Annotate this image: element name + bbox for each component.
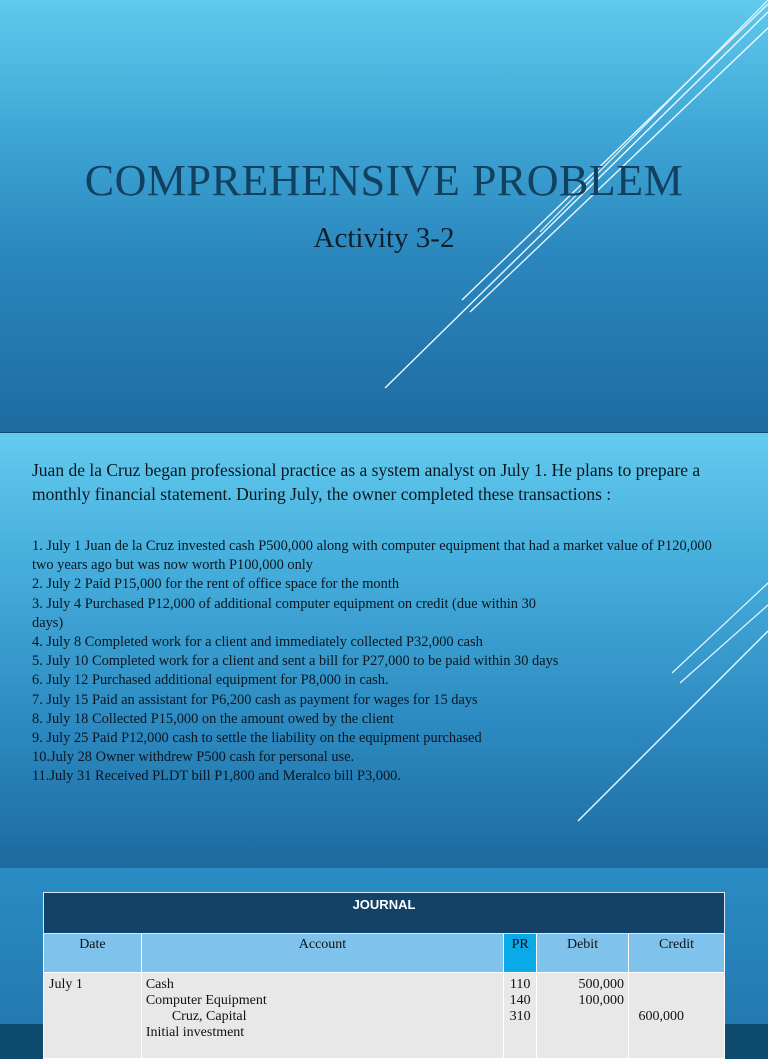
pr-value: 140 (509, 993, 531, 1008)
date-column-header: Date (44, 934, 142, 973)
pr-value: 310 (509, 1009, 531, 1024)
problem-slide (0, 433, 768, 868)
account-cell (141, 973, 503, 1059)
credit-value (630, 993, 684, 1009)
list-item: 3. July 4 Purchased P12,000 of additional computer equipment on credit (due within 30 days) (32, 595, 536, 631)
debit-column-header: Debit (537, 934, 629, 973)
credit-value: 600,000 (638, 1009, 684, 1024)
journal-slide (0, 868, 768, 1040)
decorative-lines (0, 0, 768, 432)
transaction-list (32, 537, 722, 787)
date-value: July 1 (49, 977, 83, 992)
list-item: 1. July 1 Juan de la Cruz invested cash P500,000 along with computer equipment that had a market value of P120,000 two years ago but was now worth P100,000 only (32, 538, 716, 574)
title-slide (0, 0, 768, 432)
date-cell (44, 973, 142, 1059)
credit-value (630, 977, 684, 993)
list-item: 10.July 28 Owner withdrew P500 cash for personal use. (32, 749, 355, 766)
journal-table (43, 892, 725, 1059)
problem-intro: Juan de la Cruz began professional practice as a system analyst on July 1. He plans to prepare a monthly financial statement. During July, the owner completed these transactions : (32, 460, 701, 504)
credit-cell (628, 973, 724, 1059)
account-debit-equipment: Computer Equipment (145, 993, 267, 1008)
journal-title: JOURNAL (44, 893, 725, 934)
list-item: 9. July 25 Paid P12,000 cash to settle the liability on the equipment purchased (32, 730, 482, 747)
list-item: 8. July 18 Collected P15,000 on the amount owed by the client (32, 710, 394, 727)
list-item: 7. July 15 Paid an assistant for P6,200 cash as payment for wages for 15 days (32, 691, 478, 708)
list-item: 6. July 12 Purchased additional equipment for P8,000 in cash. (32, 672, 389, 689)
pr-value: 110 (509, 977, 531, 992)
credit-column-header: Credit (628, 934, 724, 973)
slide-title: COMPREHENSIVE PROBLEM (84, 156, 684, 205)
table-row (44, 973, 725, 1059)
debit-cell (537, 973, 629, 1059)
pr-cell (504, 973, 537, 1059)
entry-explanation: Initial investment (145, 1025, 245, 1040)
account-column-header: Account (141, 934, 503, 973)
list-item: 2. July 2 Paid P15,000 for the rent of office space for the month (32, 576, 400, 593)
account-credit-capital: Cruz, Capital (171, 1009, 247, 1024)
slide-subtitle: Activity 3-2 (313, 222, 455, 254)
debit-value: 500,000 (578, 977, 624, 992)
debit-value: 100,000 (578, 993, 624, 1008)
pr-column-header: PR (504, 934, 537, 973)
list-item: 11.July 31 Received PLDT bill P1,800 and Meralco bill P3,000. (32, 768, 401, 785)
list-item: 4. July 8 Completed work for a client and immediately collected P32,000 cash (32, 634, 483, 651)
account-debit-cash: Cash (145, 977, 174, 992)
list-item: 5. July 10 Completed work for a client and sent a bill for P27,000 to be paid within 30 days (32, 653, 559, 670)
deco-line (462, 4, 768, 300)
